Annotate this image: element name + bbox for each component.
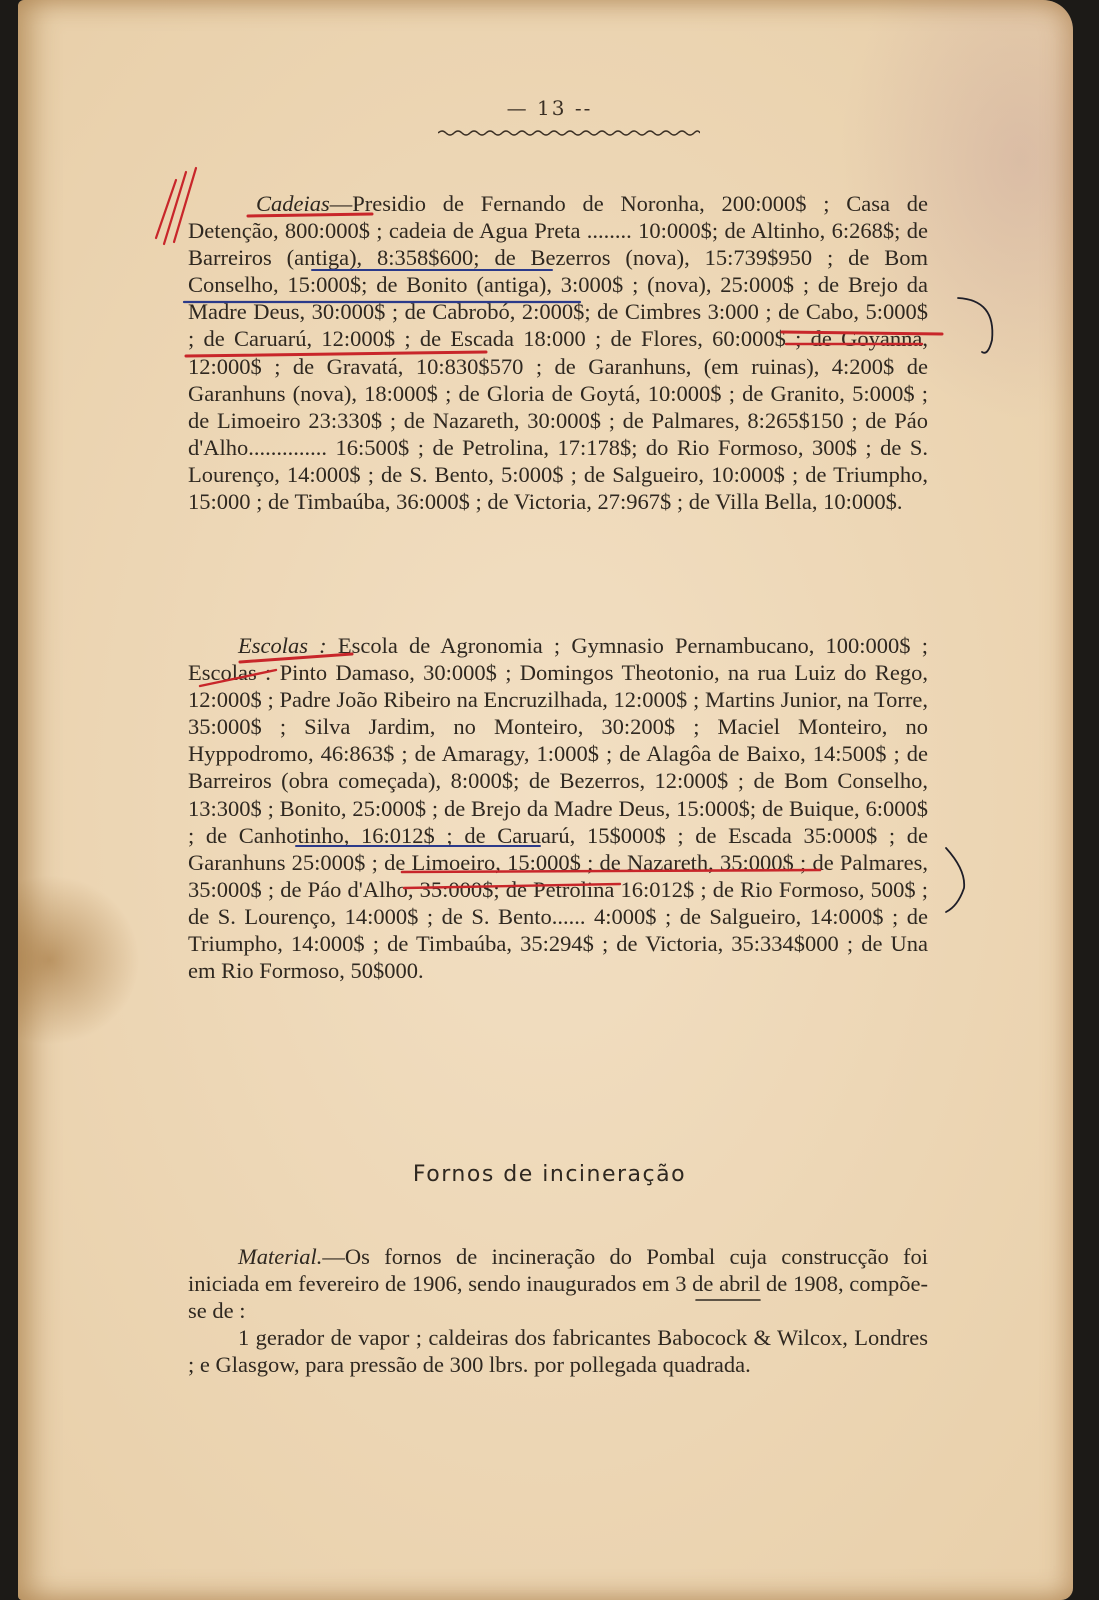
page-number: — 13 -- <box>506 96 593 120</box>
section-heading: Fornos de incineração <box>412 1162 687 1187</box>
escolas-label: Escolas : <box>238 633 327 658</box>
material-body: —Os fornos de incineração do Pombal cuja construcção foi iniciada em fevereiro de 1906, sendo inaugurados em 3 de abril de 1908, compõe-se de : <box>188 1244 928 1324</box>
cadeias-label: Cadeias <box>256 191 330 216</box>
material-label: Material. <box>238 1244 323 1269</box>
decorative-rule <box>438 128 700 138</box>
material-item: 1 gerador de vapor ; caldeiras dos fabricantes Babocock & Wilcox, Londres ; e Glasgow, para pressão de 300 lbrs. por pollegada quadrada. <box>188 1325 928 1378</box>
cadeias-paragraph <box>188 190 928 515</box>
escolas-body: Escola de Agronomia ; Gymnasio Pernambucano, 100:000$ ; Escolas : Pinto Damaso, 30:000$ ; Domingos Theotonio, na rua Luiz do Rego, 12:000$ ; Padre João Ribeiro na Encruzilhada, 12:000$ ; Martins Junior, na Torre, 35:000$ ; Silva Jardim, no Monteiro, 30:200$ ; Maciel Monteiro, no Hyppodromo, 46:863$ ; de Amaragy, 1:000$ ; de Alagôa de Baixo, 14:500$ ; de Barreiros (obra começada), 8:000$; de Bezerros, 12:000$ ; de Bom Conselho, 13:300$ ; Bonito, 25:000$ ; de Brejo da Madre Deus, 15:000$; de Buique, 6:000$ ; de Canhotinho, 16:012$ ; de Caruarú, 15$000$ ; de Escada 35:000$ ; de Garanhuns 25:000$ ; de Limoeiro, 15:000$ ; de Nazareth, 35:000$ ; de Palmares, 35:000$ ; de Páo d'Alho, 35:000$; de Petrolina 16:012$ ; de Rio Formoso, 500$ ; de S. Lourenço, 14:000$ ; de S. Bento...... 4:000$ ; de Salgueiro, 14:000$ ; de Triumpho, 14:000$ ; de Timbaúba, 35:294$ ; de Victoria, 35:334$000 ; de Una em Rio Formoso, 50$000. <box>188 633 928 984</box>
cadeias-body: —Presidio de Fernando de Noronha, 200:000$ ; Casa de Detenção, 800:000$ ; cadeia de Agua Preta ........ 10:000$; de Altinho, 6:268$; de Barreiros (antiga), 8:358$600; de Bezerros (nova), 15:739$950 ; de Bom Conselho, 15:000$; de Bonito (antiga), 3:000$ ; (nova), 25:000$ ; de Brejo da Madre Deus, 30:000$ ; de Cabrobó, 2:000$; de Cimbres 3:000 ; de Cabo, 5:000$ ; de Caruarú, 12:000$ ; de Escada 18:000 ; de Flores, 60:000$ ; de Goyanna, 12:000$ ; de Gravatá, 10:830$570 ; de Garanhuns, (em ruinas), 4:200$ de Garanhuns (nova), 18:000$ ; de Gloria de Goytá, 10:000$ ; de Granito, 5:000$ ; de Limoeiro 23:330$ ; de Nazareth, 30:000$ ; de Palmares, 8:265$150 ; de Páo d'Alho.............. 16:500$ ; de Petrolina, 17:178$; do Rio Formoso, 300$ ; de S. Lourenço, 14:000$ ; de S. Bento, 5:000$ ; de Salgueiro, 10:000$ ; de Triumpho, 15:000 ; de Timbaúba, 36:000$ ; de Victoria, 27:967$ ; de Villa Bella, 10:000$. <box>188 191 928 515</box>
escolas-paragraph <box>188 632 928 984</box>
fornos-paragraph <box>188 1243 928 1378</box>
